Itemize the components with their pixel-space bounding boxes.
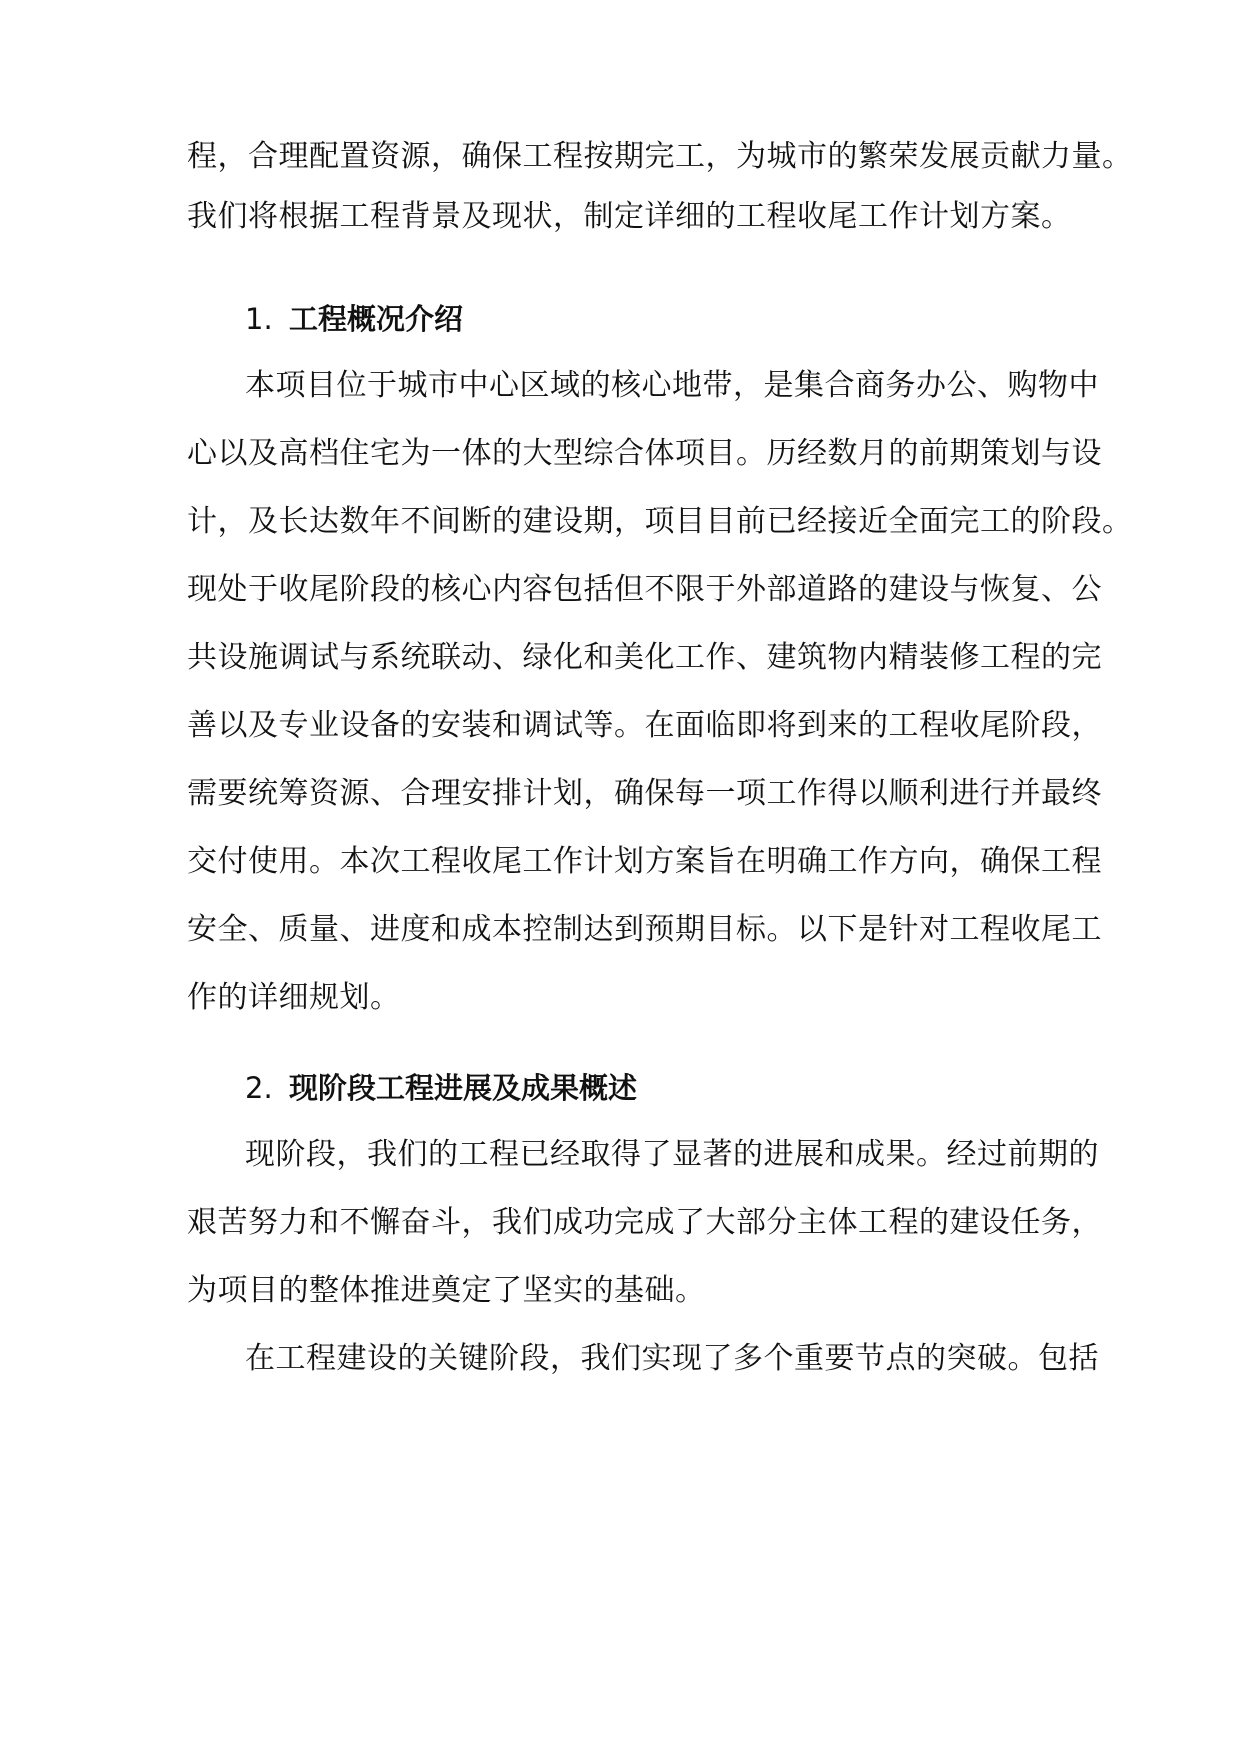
section-1-heading <box>245 299 463 339</box>
section-1-line-10: 作的详细规划。 <box>187 980 401 1015</box>
section-1-line-7: 需要统筹资源、合理安排计划，确保每一项工作得以顺利进行并最终 <box>187 776 1102 811</box>
section-1-line-4: 现处于收尾阶段的核心内容包括但不限于外部道路的建设与恢复、公 <box>187 572 1102 607</box>
section-2-number: 2. <box>245 1071 273 1105</box>
section-1-line-8: 交付使用。本次工程收尾工作计划方案旨在明确工作方向，确保工程 <box>187 844 1102 879</box>
section-1-line-6: 善以及专业设备的安装和调试等。在面临即将到来的工程收尾阶段， <box>187 708 1102 743</box>
section-1-number: 1. <box>245 302 273 336</box>
section-2-p2-line-1: 在工程建设的关键阶段，我们实现了多个重要节点的突破。包括 <box>245 1341 1099 1376</box>
section-1-line-2: 心以及高档住宅为一体的大型综合体项目。历经数月的前期策划与设 <box>187 436 1102 471</box>
section-1-line-5: 共设施调试与系统联动、绿化和美化工作、建筑物内精装修工程的完 <box>187 640 1102 675</box>
section-2-title: 现阶段工程进展及成果概述 <box>289 1071 638 1105</box>
section-2-p1-line-2: 艰苦努力和不懈奋斗，我们成功完成了大部分主体工程的建设任务， <box>187 1205 1102 1240</box>
section-1-title: 工程概况介绍 <box>289 302 464 336</box>
intro-line-2: 我们将根据工程背景及现状，制定详细的工程收尾工作计划方案。 <box>187 199 1072 234</box>
section-1-line-3: 计，及长达数年不间断的建设期，项目目前已经接近全面完工的阶段。 <box>187 504 1133 539</box>
section-2-p1-line-3: 为项目的整体推进奠定了坚实的基础。 <box>187 1273 706 1308</box>
section-1-line-9: 安全、质量、进度和成本控制达到预期目标。以下是针对工程收尾工 <box>187 912 1102 947</box>
intro-line-1: 程，合理配置资源，确保工程按期完工，为城市的繁荣发展贡献力量。 <box>187 139 1133 174</box>
section-1-line-1: 本项目位于城市中心区域的核心地带，是集合商务办公、购物中 <box>245 368 1099 403</box>
section-2-heading <box>245 1068 637 1108</box>
section-2-p1-line-1: 现阶段，我们的工程已经取得了显著的进展和成果。经过前期的 <box>245 1137 1099 1172</box>
